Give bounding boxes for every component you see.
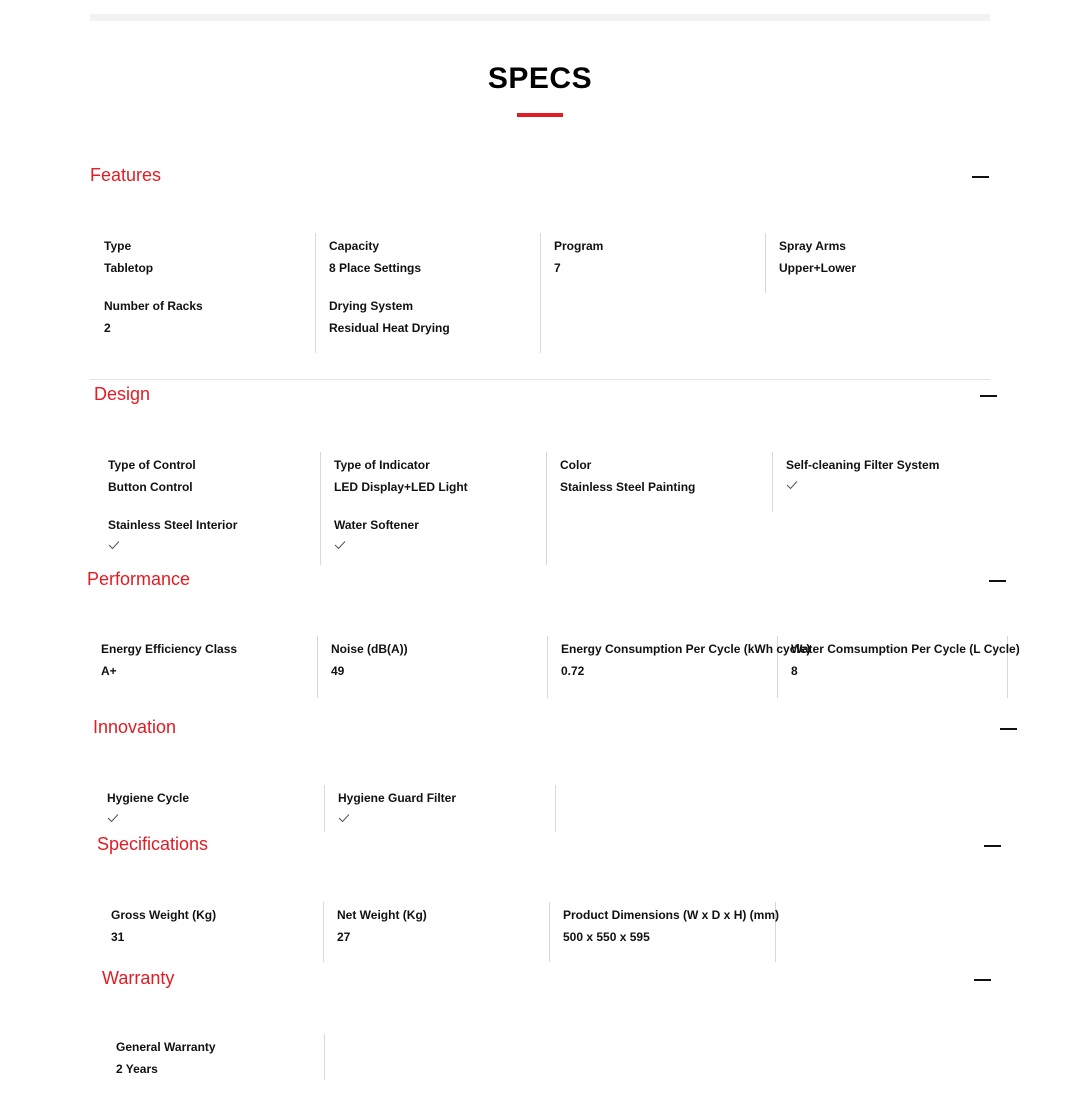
spec-item [315,293,540,353]
spec-label: Hygiene Guard Filter [338,791,457,805]
spec-value: Residual Heat Drying [329,321,450,335]
column-divider [324,1034,325,1080]
spec-label: Program [554,239,604,253]
spec-value: 2 [104,321,111,335]
spec-item [772,452,998,512]
spec-value: 49 [331,664,345,678]
spec-label: Number of Racks [104,299,203,313]
spec-value: 0.72 [561,664,585,678]
spec-label: Type of Indicator [334,458,430,472]
section-title[interactable]: Warranty [102,968,175,988]
spec-item [320,512,546,572]
spec-item [546,452,772,512]
spec-label: Water Comsumption Per Cycle (L Cycle) [791,642,1020,656]
spec-value: 500 x 550 x 595 [563,930,650,944]
spec-value: 2 Years [116,1062,158,1076]
spec-label: Drying System [329,299,414,313]
spec-label: Hygiene Cycle [107,791,190,805]
spec-value: Tabletop [104,261,154,275]
spec-item [320,452,546,512]
spec-value: 27 [337,930,351,944]
spec-label: General Warranty [116,1040,216,1054]
spec-item [323,902,549,962]
collapse-minus-icon[interactable] [980,395,997,397]
spec-item [324,785,555,845]
spec-item [540,233,765,293]
spec-label: Type of Control [108,458,196,472]
spec-item [315,233,540,293]
collapse-minus-icon[interactable] [1000,728,1017,730]
spec-value: Stainless Steel Painting [560,480,696,494]
spec-item [97,902,323,962]
page-title: SPECS [487,62,593,95]
checkmark-icon [786,480,798,490]
spec-label: Stainless Steel Interior [108,518,238,532]
spec-item [777,636,1020,696]
spec-item [90,293,315,353]
spec-item [549,902,780,962]
title-underline [517,113,563,117]
column-divider [555,785,556,832]
spec-item [94,452,320,512]
top-divider-bar [90,14,990,21]
spec-value: Button Control [108,480,193,494]
collapse-minus-icon[interactable] [989,580,1006,582]
spec-value: 8 [791,664,798,678]
section-title[interactable]: Features [90,165,162,185]
collapse-minus-icon[interactable] [972,176,989,178]
spec-label: Self-cleaning Filter System [786,458,940,472]
collapse-minus-icon[interactable] [974,979,991,981]
spec-label: Type [104,239,132,253]
checkmark-icon [107,813,119,823]
spec-value: 8 Place Settings [329,261,422,275]
spec-label: Net Weight (Kg) [337,908,427,922]
section-title[interactable]: Performance [87,569,191,589]
checkmark-icon [334,540,346,550]
spec-value: Upper+Lower [779,261,857,275]
spec-item [94,512,320,572]
spec-label: Energy Efficiency Class [101,642,238,656]
spec-value: 7 [554,261,561,275]
spec-label: Gross Weight (Kg) [111,908,217,922]
section-separator [90,379,990,380]
spec-value: 31 [111,930,125,944]
section-title[interactable]: Innovation [93,717,177,737]
spec-item [87,636,317,696]
spec-value: LED Display+LED Light [334,480,468,494]
spec-label: Spray Arms [779,239,846,253]
section-title[interactable]: Specifications [97,834,209,854]
spec-item [547,636,811,696]
spec-label: Capacity [329,239,380,253]
collapse-minus-icon[interactable] [984,845,1001,847]
spec-item [765,233,990,293]
spec-label: Noise (dB(A)) [331,642,408,656]
spec-label: Water Softener [334,518,419,532]
spec-value: A+ [101,664,117,678]
spec-label: Color [560,458,592,472]
spec-item [317,636,547,696]
section-title[interactable]: Design [94,384,151,404]
spec-label: Product Dimensions (W x D x H) (mm) [563,908,780,922]
checkmark-icon [108,540,120,550]
spec-item [102,1034,324,1094]
checkmark-icon [338,813,350,823]
spec-label: Energy Consumption Per Cycle (kWh cycle) [561,642,811,656]
spec-item [90,233,315,293]
